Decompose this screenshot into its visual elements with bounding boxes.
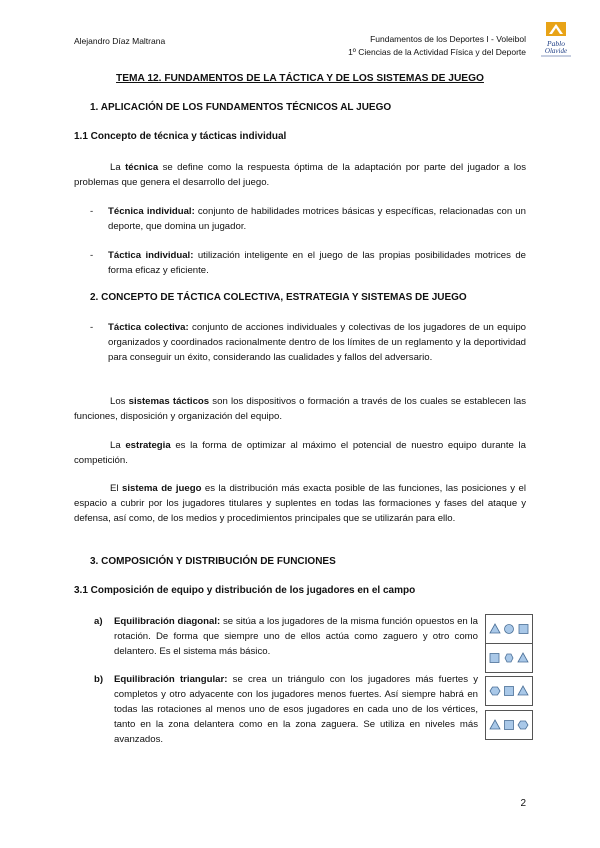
term-tecnica-individual: Técnica individual: — [108, 206, 195, 217]
section-1-1-heading: 1.1 Concepto de técnica y tácticas individual — [74, 131, 287, 142]
square-icon — [505, 721, 514, 730]
page-number: 2 — [520, 798, 526, 809]
list-dash: - — [90, 206, 94, 217]
list-item-equilibracion-diagonal: a) Equilibración diagonal: se sitúa a los jugadores de la misma función opuestos en la rotación. De forma que siempre uno de ellos actúa como zaguero y otro como delantero. Es el sistema más básico. — [94, 616, 478, 657]
header-course-line2: 1º Ciencias de la Actividad Física y del Deporte — [348, 47, 526, 57]
term-tactica-individual: Táctica individual: — [108, 250, 194, 261]
section-3-1-heading: 3.1 Composición de equipo y distribución de los jugadores en el campo — [74, 585, 416, 596]
term-tactica-colectiva: Táctica colectiva: — [108, 322, 189, 333]
paragraph-tecnica: La técnica se define como la respuesta óptima de la adaptación por parte del jugador a los problemas que genera el desarrollo del juego. — [74, 162, 526, 188]
list-item-tactica-colectiva: - Táctica colectiva: conjunto de acciones individuales y colectivas de los jugadores de un equipo organizados y coordinados racionalmente dentro de los límites de un reglamento y la deportividad para conseguir un éxito, considerando las cualidades y fallos del adversario. — [90, 322, 526, 363]
hexagon-icon — [518, 721, 528, 729]
term-tecnica: técnica — [125, 162, 159, 173]
diagram-triangular-front — [485, 676, 533, 706]
term-equilibracion-triangular: Equilibración triangular: — [114, 674, 228, 685]
square-icon — [519, 625, 528, 634]
section-1-heading: 1. APLICACIÓN DE LOS FUNDAMENTOS TÉCNICOS AL JUEGO — [90, 102, 392, 113]
section-3-heading: 3. COMPOSICIÓN Y DISTRIBUCIÓN DE FUNCIONES — [90, 556, 336, 567]
term-sistema-de-juego: sistema de juego — [122, 483, 202, 494]
list-item-tactica-individual: - Táctica individual: utilización inteligente en el juego de las propias posibilidades motrices de forma eficaz y eficiente. — [90, 250, 527, 276]
square-icon — [505, 687, 514, 696]
term-equilibracion-diagonal: Equilibración diagonal: — [114, 616, 221, 627]
term-sistemas-tacticos: sistemas tácticos — [128, 396, 210, 407]
list-item-tecnica-individual: - Técnica individual: conjunto de habilidades motrices básicas y específicas, relacionadas con un deporte, que domina un jugador. — [90, 206, 526, 232]
header-author: Alejandro Díaz Maltrana — [74, 36, 166, 46]
square-icon — [490, 654, 499, 663]
header-course-line1: Fundamentos de los Deportes I - Voleibol — [370, 34, 526, 44]
triangle-icon — [518, 653, 528, 662]
diagram-diagonal-front — [485, 614, 533, 644]
list-dash: - — [90, 322, 94, 333]
circle-icon — [505, 625, 514, 634]
diagram-triangular-back — [485, 710, 533, 740]
university-logo — [537, 20, 575, 58]
triangle-icon — [490, 624, 500, 633]
paragraph-sistemas-tacticos: Los sistemas tácticos son los dispositivos o formación a través de los cuales se establecen las funciones, disposición y organización del equipo. — [74, 396, 526, 422]
list-dash: - — [90, 250, 94, 261]
term-estrategia: estrategia — [125, 440, 171, 451]
header-course — [348, 33, 526, 59]
triangle-icon — [518, 686, 528, 695]
list-label-a: a) — [94, 616, 103, 627]
svg-text:Olavide: Olavide — [544, 47, 568, 55]
paragraph-sistema-de-juego: El sistema de juego es la distribución más exacta posible de las funciones, las posiciones y el espacio a cubrir por los jugadores titulares y suplentes en todas las formaciones y fases del ataque y defensa, así como, de los medios y procedimientos principales que se utilizarán para ello. — [74, 483, 526, 524]
page-title: TEMA 12. FUNDAMENTOS DE LA TÁCTICA Y DE LOS SISTEMAS DE JUEGO — [116, 73, 484, 84]
diagram-diagonal-back — [485, 643, 533, 673]
list-label-b: b) — [94, 674, 104, 685]
list-item-equilibracion-triangular: b) Equilibración triangular: se crea un triángulo con los jugadores más fuertes y completos y otro adyacente con los jugadores menos fuertes. Así siempre habrá en todas las rotaciones al menos uno de esos jugadores en cada uno de los vértices, tanto en la zona delantera como en la zona zaguera. Se utiliza en niveles más avanzados. — [94, 674, 479, 745]
hexagon-icon — [490, 687, 500, 695]
triangle-icon — [490, 720, 500, 729]
hexagon-icon — [505, 654, 513, 662]
logo-icon — [537, 20, 575, 58]
section-2-heading: 2. CONCEPTO DE TÁCTICA COLECTIVA, ESTRATEGIA Y SISTEMAS DE JUEGO — [90, 292, 467, 303]
svg-text:Pablo: Pablo — [547, 39, 565, 48]
paragraph-estrategia: La estrategia es la forma de optimizar al máximo el potencial de nuestro equipo durante la competición. — [74, 440, 527, 466]
